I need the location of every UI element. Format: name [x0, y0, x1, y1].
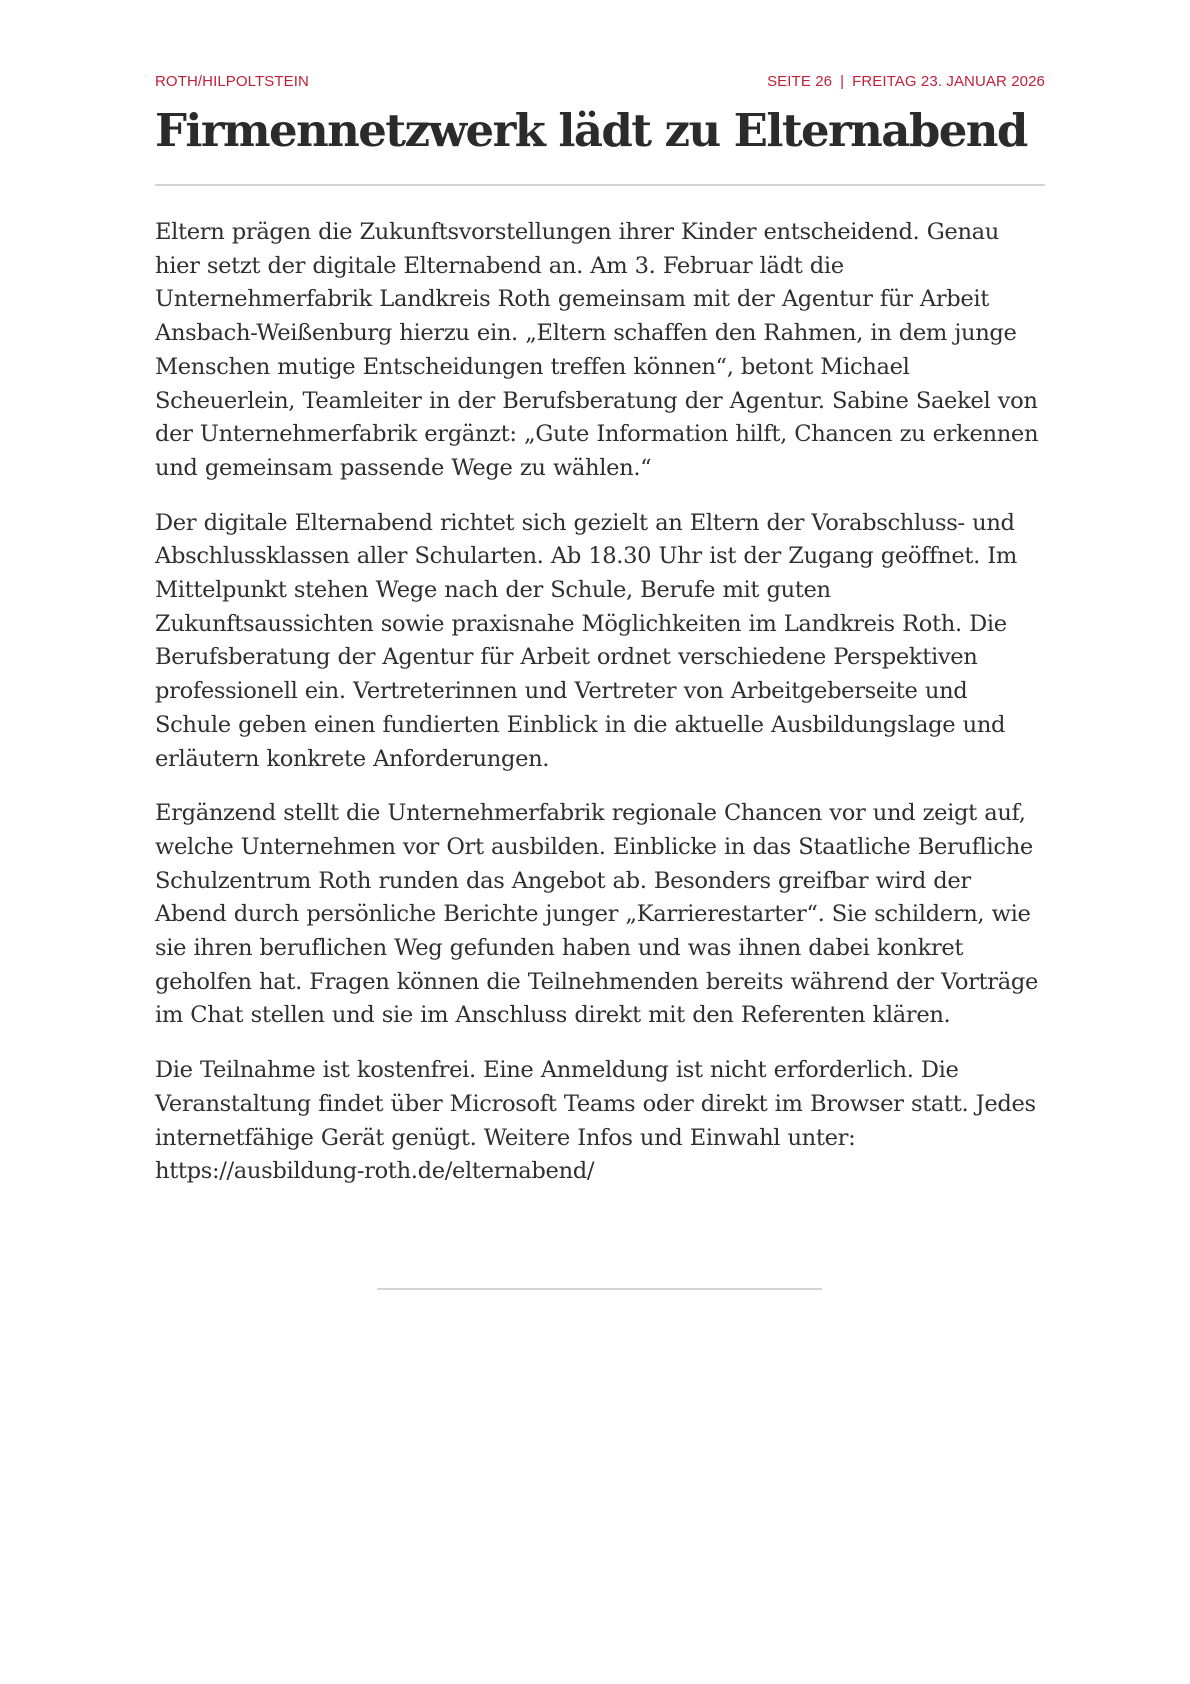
page-header: [155, 73, 1045, 93]
page-number: SEITE 26: [767, 73, 833, 90]
article-paragraph: Eltern prägen die Zukunftsvorstellungen ihrer Kinder entscheidend. Genau hier setzt der digitale Elternabend an. Am 3. Februar lädt die Unternehmerfabrik Landkreis Roth gemeinsam mit der Agentur für Arbeit Ansbach-Weißenburg hierzu ein. „Eltern schaffen den Rahmen, in dem junge Menschen mutige Entscheidungen treffen können“, betont Michael Scheuerlein, Teamleiter in der Berufsberatung der Agentur. Sabine Saekel von der Unternehmerfabrik ergänzt: „Gute Information hilft, Chancen zu erkennen und gemeinsam passende Wege zu wählen.“: [155, 219, 1039, 481]
article-headline: Firmennetzwerk lädt zu Elternabend: [155, 104, 1027, 157]
section-label: ROTH/HILPOLTSTEIN: [155, 73, 309, 90]
headline-divider: [155, 184, 1045, 186]
article-paragraph: Ergänzend stellt die Unternehmerfabrik regionale Chancen vor und zeigt auf, welche Unternehmen vor Ort ausbilden. Einblicke in das Staatliche Berufliche Schulzentrum Roth runden das Angebot ab. Besonders greifbar wird der Abend durch persönliche Berichte junger „Karrierestarter“. Sie schildern, wie sie ihren beruflichen Weg gefunden haben und was ihnen dabei konkret geholfen hat. Fragen können die Teilnehmenden bereits während der Vorträge im Chat stellen und sie im Anschluss direkt mit den Referenten klären.: [155, 800, 1038, 1029]
article-paragraph: Der digitale Elternabend richtet sich gezielt an Eltern der Vorabschluss- und Abschlussklassen aller Schularten. Ab 18.30 Uhr ist der Zugang geöffnet. Im Mittelpunkt stehen Wege nach der Schule, Berufe mit guten Zukunftsaussichten sowie praxisnahe Möglichkeiten im Landkreis Roth. Die Berufsberatung der Agentur für Arbeit ordnet verschiedene Perspektiven professionell ein. Vertreterinnen und Vertreter von Arbeitgeberseite und Schule geben einen fundierten Einblick in die aktuelle Ausbildungslage und erläutern konkrete Anforderungen.: [155, 509, 1017, 772]
header-separator: |: [840, 73, 845, 90]
issue-date: FREITAG 23. JANUAR 2026: [852, 73, 1045, 90]
issue-info: [767, 73, 1045, 90]
article-end-divider: [377, 1288, 822, 1290]
article-body: [155, 216, 1045, 1210]
article-paragraph: Die Teilnahme ist kostenfrei. Eine Anmeldung ist nicht erforderlich. Die Veranstaltung findet über Microsoft Teams oder direkt im Browser statt. Jedes internetfähige Gerät genügt. Weitere Infos und Einwahl unter: https://ausbildung-roth.de/elternabend/: [155, 1057, 1036, 1185]
